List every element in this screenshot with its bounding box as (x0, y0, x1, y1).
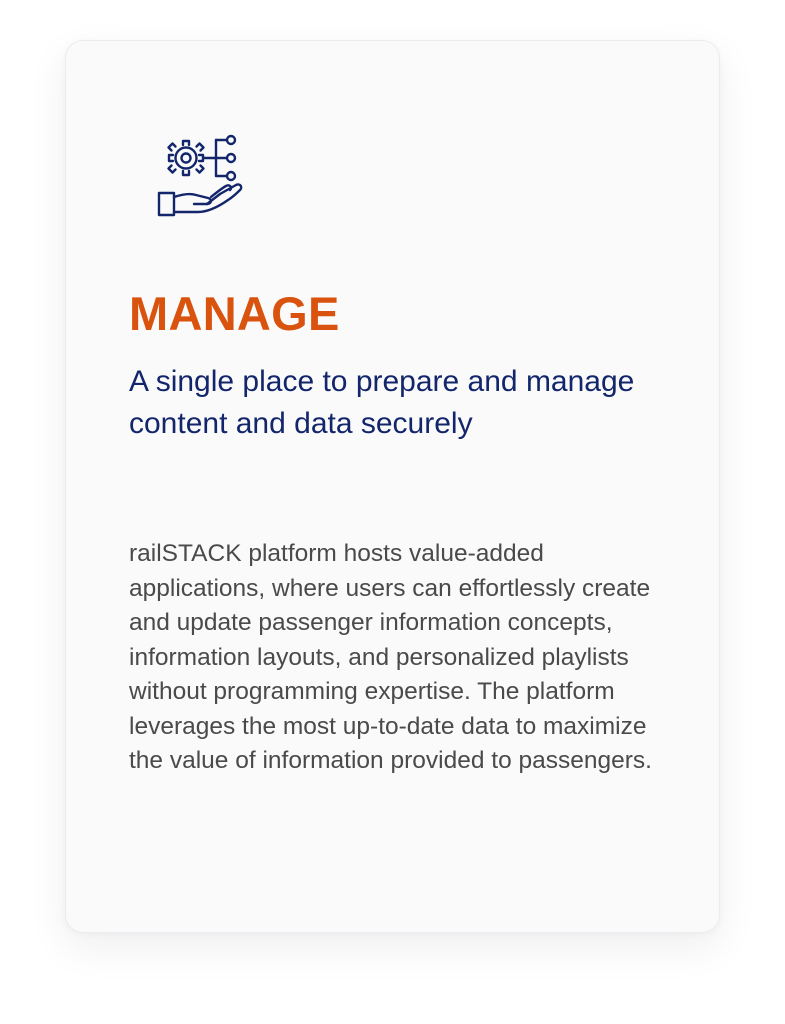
card-description: railSTACK platform hosts value-added applications, where users can effortlessly create and update passenger information concepts, information layouts, and personalized playlists without programming expertise. The platform leverages the most up-to-date data to maximize the value of information provided to passengers. (129, 540, 652, 774)
gear-network-hand-icon (156, 131, 248, 219)
feature-card (65, 40, 720, 933)
card-title: MANAGE (129, 287, 340, 340)
card-subtitle: A single place to prepare and manage content and data securely (129, 365, 635, 440)
